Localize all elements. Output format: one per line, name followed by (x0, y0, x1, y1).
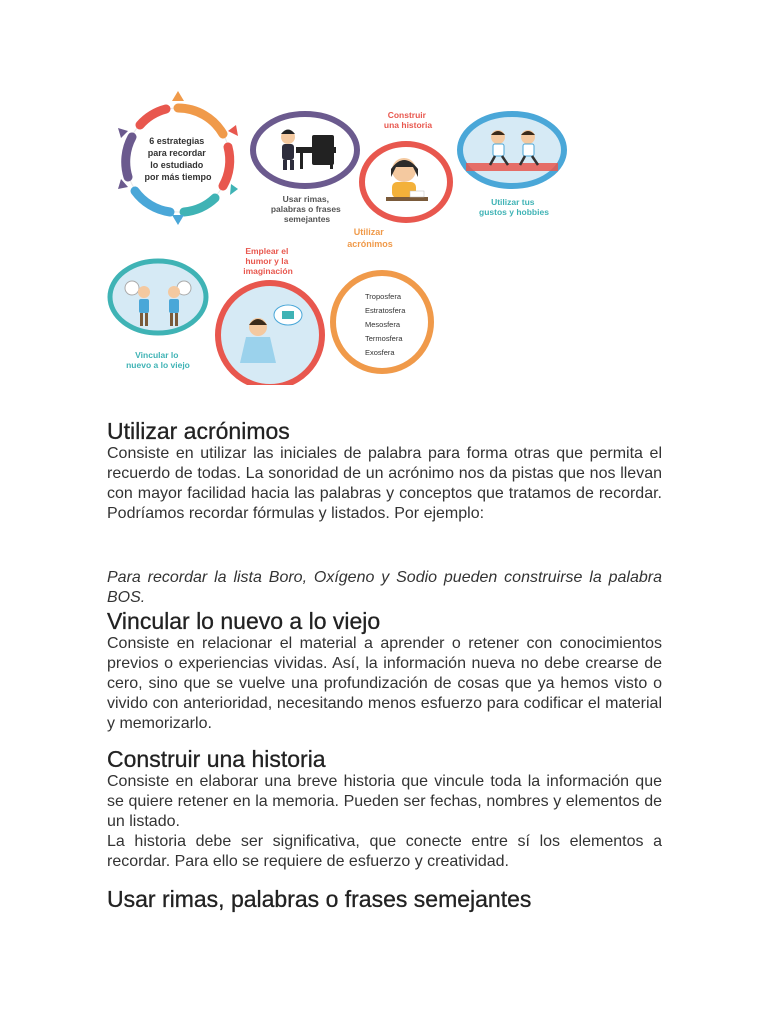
center-label-line: por más tiempo (144, 172, 212, 182)
acronym-line: Mesosfera (365, 320, 401, 329)
link-label-line: nuevo a lo viejo (126, 360, 190, 370)
example-text: Para recordar la lista Boro, Oxígeno y Sodio pueden construirse la palabra BOS. (107, 569, 662, 606)
center-label-line: 6 estrategias (149, 136, 205, 146)
cycle-diagram (118, 91, 238, 225)
svg-text:Emplear el humor y la (243, 246, 293, 276)
acronyms-illustration (333, 227, 431, 371)
section-rimas (107, 886, 662, 912)
svg-text:Construir una historia (384, 110, 432, 130)
document-body (107, 418, 662, 912)
rhymes-label-line: Usar rimas, (282, 194, 329, 204)
humor-label-line: Emplear el (245, 246, 289, 256)
story-label-line: una historia (383, 120, 433, 130)
section-vincular (107, 608, 662, 734)
acronym-line: Estratosfera (365, 306, 406, 315)
humor-illustration (218, 246, 322, 385)
svg-text:6 estrategias para rec (144, 136, 212, 182)
center-label-line: lo estudiado (150, 160, 204, 170)
strategies-infographic (100, 85, 580, 385)
section-title: Vincular lo nuevo a lo viejo (107, 608, 381, 634)
section-acronimos (107, 418, 662, 608)
svg-text:Utilizar tus gustos y (479, 197, 549, 217)
acronym-line: Troposfera (365, 292, 401, 301)
section-body: Consiste en relacionar el material a aprender o retener con conocimientos previos o experiencias vividas. Así, la información nueva no debe crearse de cero, sino que se vuelve una profundización de cosas que ya hemos visto o vivido con anterioridad, necesitando menos esfuerzo para codificar el material y memorizarlo. (107, 635, 662, 732)
section-historia (107, 746, 662, 872)
acronym-line: Exosfera (365, 348, 395, 357)
section-body: Consiste en utilizar las iniciales de palabra para forma otras que permita el recuerdo de todas. La sonoridad de un acrónimo nos da pistas que nos llevan con mayor facilidad hacia las palabras y conceptos que tratamos de recordar. Podríamos recordar fórmulas y listados. Por ejemplo: (107, 445, 662, 522)
rhymes-label-line: semejantes (283, 214, 331, 224)
svg-text:Utilizar acrónimos (347, 227, 393, 249)
link-label-line: Vincular lo (135, 350, 179, 360)
acronym-line: Termosfera (365, 334, 403, 343)
story-label-line: Construir (387, 110, 426, 120)
section-body: Consiste en elaborar una breve historia que vincule toda la información que se quiere retener en la memoria. Pueden ser fechas, nombres y elementos de un listado. (107, 773, 662, 830)
center-label-line: para recordar (147, 148, 206, 158)
hobbies-label-line: gustos y hobbies (479, 207, 549, 217)
humor-label-line: imaginación (243, 266, 293, 276)
rhymes-label-line: palabras o frases (270, 204, 341, 214)
section-title: Usar rimas, palabras o frases semejantes (107, 886, 532, 912)
acronyms-label-line: Utilizar (353, 227, 384, 237)
section-body: La historia debe ser significativa, que conecte entre sí los elementos a recordar. Para ello se requiere de esfuerzo y creatividad. (107, 833, 662, 870)
rhymes-piano-illustration (253, 114, 357, 224)
hobbies-label-line: Utilizar tus (491, 197, 535, 207)
story-illustration (362, 110, 450, 220)
svg-text:Vincular lo nuevo a lo (126, 350, 190, 370)
svg-text:Usar rimas, palabras o (271, 194, 343, 224)
section-title: Utilizar acrónimos (107, 418, 290, 444)
hobbies-illustration (460, 114, 564, 217)
section-title: Construir una historia (107, 746, 326, 772)
humor-label-line: humor y la (245, 256, 289, 266)
acronyms-label-line: acrónimos (347, 239, 393, 249)
link-new-old-illustration (110, 261, 206, 370)
